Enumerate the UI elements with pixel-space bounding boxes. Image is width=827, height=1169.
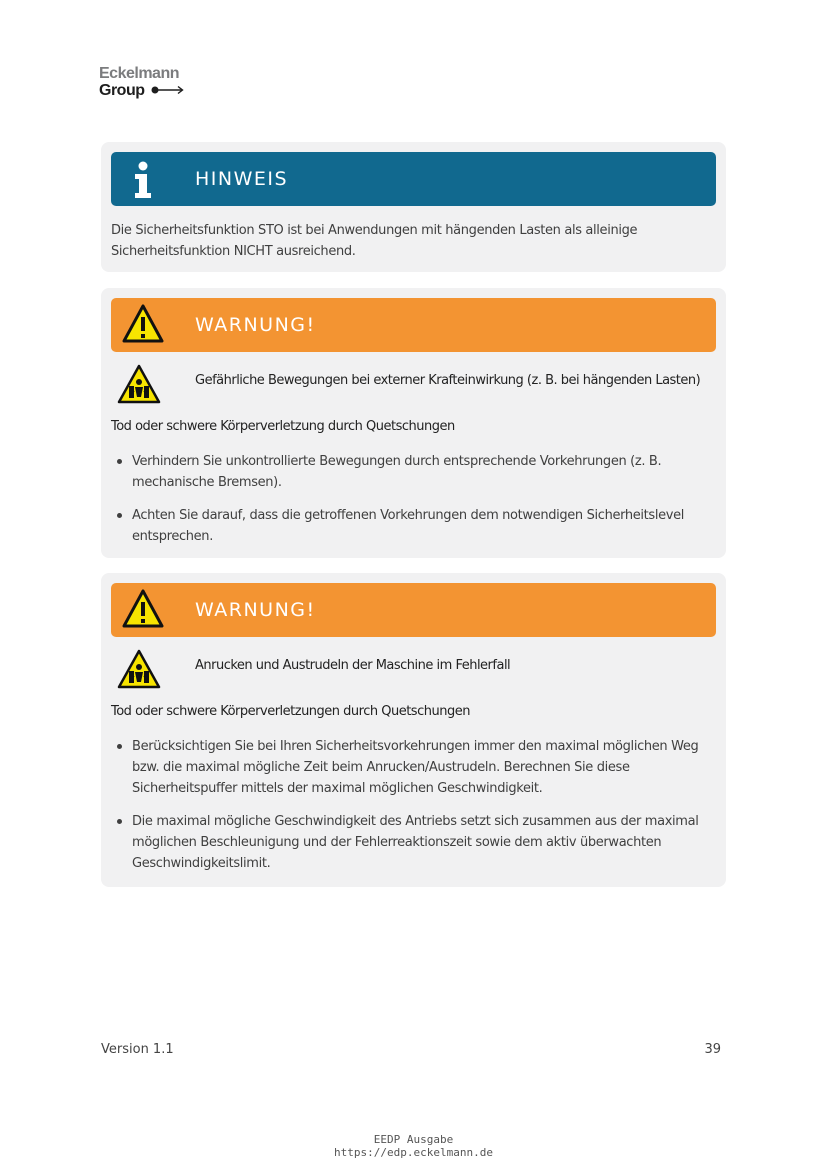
crush-hazard-icon bbox=[117, 364, 161, 409]
stamp-line1: EEDP Ausgabe bbox=[373, 1133, 454, 1146]
info-icon bbox=[121, 157, 165, 206]
logo-line2: Group bbox=[99, 82, 145, 99]
measures-list bbox=[111, 451, 716, 559]
notice-title: HINWEIS bbox=[195, 168, 289, 190]
warning-banner bbox=[111, 298, 716, 352]
logo-arrow-icon bbox=[151, 82, 185, 99]
list-item: Verhindern Sie unkontrollierte Bewegungen durch entsprechende Vorkehrungen (z. B. mechanische Bremsen). bbox=[111, 451, 716, 493]
page-number: 39 bbox=[704, 1042, 721, 1057]
company-logo bbox=[99, 65, 185, 99]
warning-title: WARNUNG! bbox=[195, 599, 316, 621]
warning-triangle-icon bbox=[121, 588, 165, 635]
stamp-line2: https://edp.eckelmann.de bbox=[334, 1146, 493, 1159]
warning-title: WARNUNG! bbox=[195, 314, 316, 336]
crush-hazard-icon bbox=[117, 649, 161, 694]
logo-line1: Eckelmann bbox=[99, 65, 179, 82]
hazard-heading: Anrucken und Austrudeln der Maschine im Fehlerfall bbox=[195, 658, 511, 673]
hazard-row bbox=[111, 649, 716, 689]
notice-text: Die Sicherheitsfunktion STO ist bei Anwendungen mit hängenden Lasten als alleinige Sicherheitsfunktion NICHT ausreichend. bbox=[111, 223, 638, 259]
edition-stamp bbox=[0, 1133, 827, 1159]
list-item: Achten Sie darauf, dass die getroffenen Vorkehrungen dem notwendigen Sicherheitslevel entsprechen. bbox=[111, 505, 716, 547]
hazard-heading: Gefährliche Bewegungen bei externer Krafteinwirkung (z. B. bei hängenden Lasten) bbox=[195, 373, 701, 388]
consequence-text: Tod oder schwere Körperverletzungen durch Quetschungen bbox=[111, 704, 470, 719]
warning-triangle-icon bbox=[121, 303, 165, 350]
consequence-text: Tod oder schwere Körperverletzung durch Quetschungen bbox=[111, 419, 455, 434]
list-item: Die maximal mögliche Geschwindigkeit des Antriebs setzt sich zusammen aus der maximal möglichen Beschleunigung und der Fehlerreaktionszeit sowie dem aktiv überwachten Geschwindigkeitslimit. bbox=[111, 811, 716, 874]
measures-list bbox=[111, 736, 716, 886]
hazard-row bbox=[111, 364, 716, 404]
notice-box bbox=[101, 142, 726, 272]
warning-box-1 bbox=[101, 288, 726, 558]
notice-banner bbox=[111, 152, 716, 206]
warning-box-2 bbox=[101, 573, 726, 887]
warning-banner bbox=[111, 583, 716, 637]
list-item: Berücksichtigen Sie bei Ihren Sicherheitsvorkehrungen immer den maximal möglichen Weg bzw. die maximal mögliche Zeit beim Anrucken/Austrudeln. Berechnen Sie diese Sicherheitspuffer mittels der maximal möglichen Geschwindigkeit. bbox=[111, 736, 716, 799]
version-label: Version 1.1 bbox=[101, 1042, 174, 1057]
